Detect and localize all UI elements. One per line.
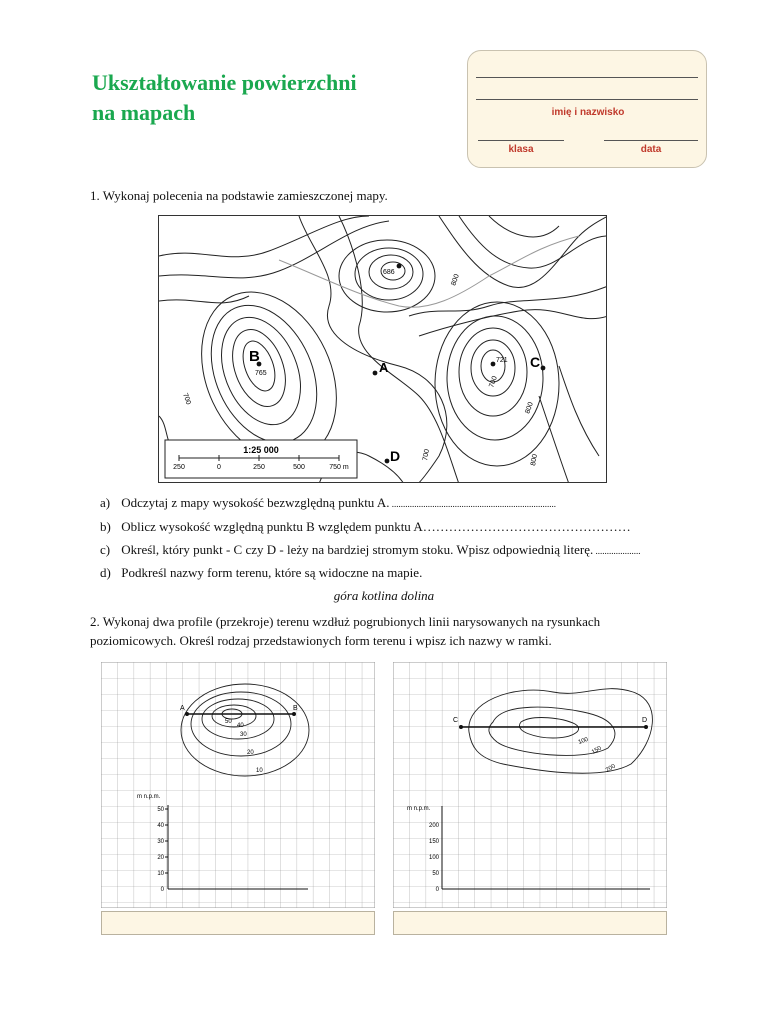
exercise-2-line-2: poziomicowych. Określ rodzaj przedstawionych form terenu i wpisz ich nazwy w ramki.: [90, 633, 552, 648]
contour-20: 20: [247, 750, 254, 756]
axis-tick: 50: [432, 871, 439, 877]
profile-start-c: C: [453, 717, 459, 724]
profile-end-d: D: [642, 717, 648, 724]
map-drawing: [159, 216, 607, 483]
scale-tick: 500: [293, 464, 305, 471]
axis-tick: 40: [157, 823, 164, 829]
date-line[interactable]: [604, 140, 698, 141]
exercise-1-instruction: 1. Wykonaj polecenia na podstawie zamieszczonej mapy.: [90, 188, 388, 203]
axis-tick: 200: [428, 823, 439, 829]
axis-tick: 150: [428, 839, 439, 845]
profile-grid-ab[interactable]: [101, 662, 375, 908]
task-text: Określ, który punkt - C czy D - leży na bardziej stromym stoku. Wpisz odpowiednią literę.: [121, 542, 594, 557]
axis-tick: 30: [157, 839, 164, 845]
class-line[interactable]: [478, 140, 564, 141]
map-scale: [165, 440, 357, 478]
topographic-map: [158, 215, 607, 483]
axis-tick: 50: [157, 807, 164, 813]
spot-height-721: 721: [496, 357, 508, 364]
scale-tick: 250: [253, 464, 265, 471]
answer-dots[interactable]: ....................: [593, 546, 641, 556]
map-point-c: C: [530, 354, 541, 370]
scale-tick: 0: [217, 464, 221, 471]
contour-200: 200: [605, 763, 617, 774]
class-label: klasa: [508, 144, 534, 155]
task-text: Odczytaj z mapy wysokość bezwzględną punktu A.: [121, 495, 390, 510]
answer-dots[interactable]: .........................................................................: [389, 499, 556, 509]
task-text: Podkreśl nazwy form terenu, które są widoczne na mapie.: [121, 565, 423, 580]
task-label: b): [100, 519, 111, 534]
exercise-2-line-1: 2. Wykonaj dwa profile (przekroje) terenu wzdłuż pogrubionych linii narysowanych na rysunkach: [90, 614, 601, 629]
contour-label-800: 800: [450, 273, 461, 287]
spot-height-686: 686: [383, 269, 395, 276]
contour-10: 10: [256, 768, 263, 774]
landform-answer-box-ab[interactable]: [101, 911, 375, 935]
contour-30: 30: [240, 732, 247, 738]
task-d: [100, 564, 422, 582]
contour-label-700-south: 700: [422, 448, 431, 462]
name-line-1[interactable]: [476, 77, 698, 78]
contour-40: 40: [237, 723, 244, 729]
scale-ratio: 1:25 000: [243, 445, 279, 455]
title-line-2: na mapach: [92, 100, 196, 125]
task-b: [100, 518, 631, 536]
task-c: [100, 541, 640, 560]
axis-label-ab: m n.p.m.: [137, 794, 161, 800]
contour-50: 50: [225, 719, 232, 725]
map-point-b: B: [249, 348, 260, 365]
axis-tick: 20: [157, 855, 164, 861]
task-a: [100, 494, 556, 513]
contour-label-800-southeast: 800: [530, 453, 539, 467]
axis-label-cd: m n.p.m.: [407, 806, 431, 812]
answer-dots[interactable]: …………………………………………: [422, 519, 631, 534]
task-text: Oblicz wysokość względną punktu B względem punktu A: [121, 519, 423, 534]
contour-label-700-west: 700: [181, 392, 192, 406]
contour-label-800-east: 800: [524, 401, 535, 415]
scale-tick: 750 m: [329, 464, 349, 471]
axis-tick: 0: [160, 887, 164, 893]
date-label: data: [640, 144, 662, 155]
axis-tick: 100: [428, 855, 439, 861]
contour-100: 100: [577, 736, 590, 746]
contour-150: 150: [591, 745, 603, 756]
contour-label-700-hill: 700: [488, 375, 499, 389]
worksheet-title: [92, 68, 357, 128]
profile-start-a: A: [180, 705, 185, 712]
spot-height-765: 765: [255, 370, 267, 377]
task-label: c): [100, 542, 111, 557]
landform-options[interactable]: góra kotlina dolina: [333, 588, 435, 603]
title-line-1: Ukształtowanie powierzchni: [92, 70, 357, 95]
name-label: imię i nazwisko: [551, 107, 625, 118]
profile-grid-cd[interactable]: [393, 662, 667, 908]
map-point-d: D: [390, 448, 401, 464]
exercise-2-instruction: [90, 612, 690, 650]
task-label: d): [100, 565, 111, 580]
map-point-a: A: [379, 360, 389, 375]
scale-tick: 250: [173, 464, 185, 471]
landform-answer-box-cd[interactable]: [393, 911, 667, 935]
task-label: a): [100, 495, 111, 510]
name-line-2[interactable]: [476, 99, 698, 100]
axis-tick: 0: [435, 887, 439, 893]
profile-end-b: B: [293, 705, 298, 712]
student-info-box: [467, 50, 707, 168]
axis-tick: 10: [157, 871, 164, 877]
